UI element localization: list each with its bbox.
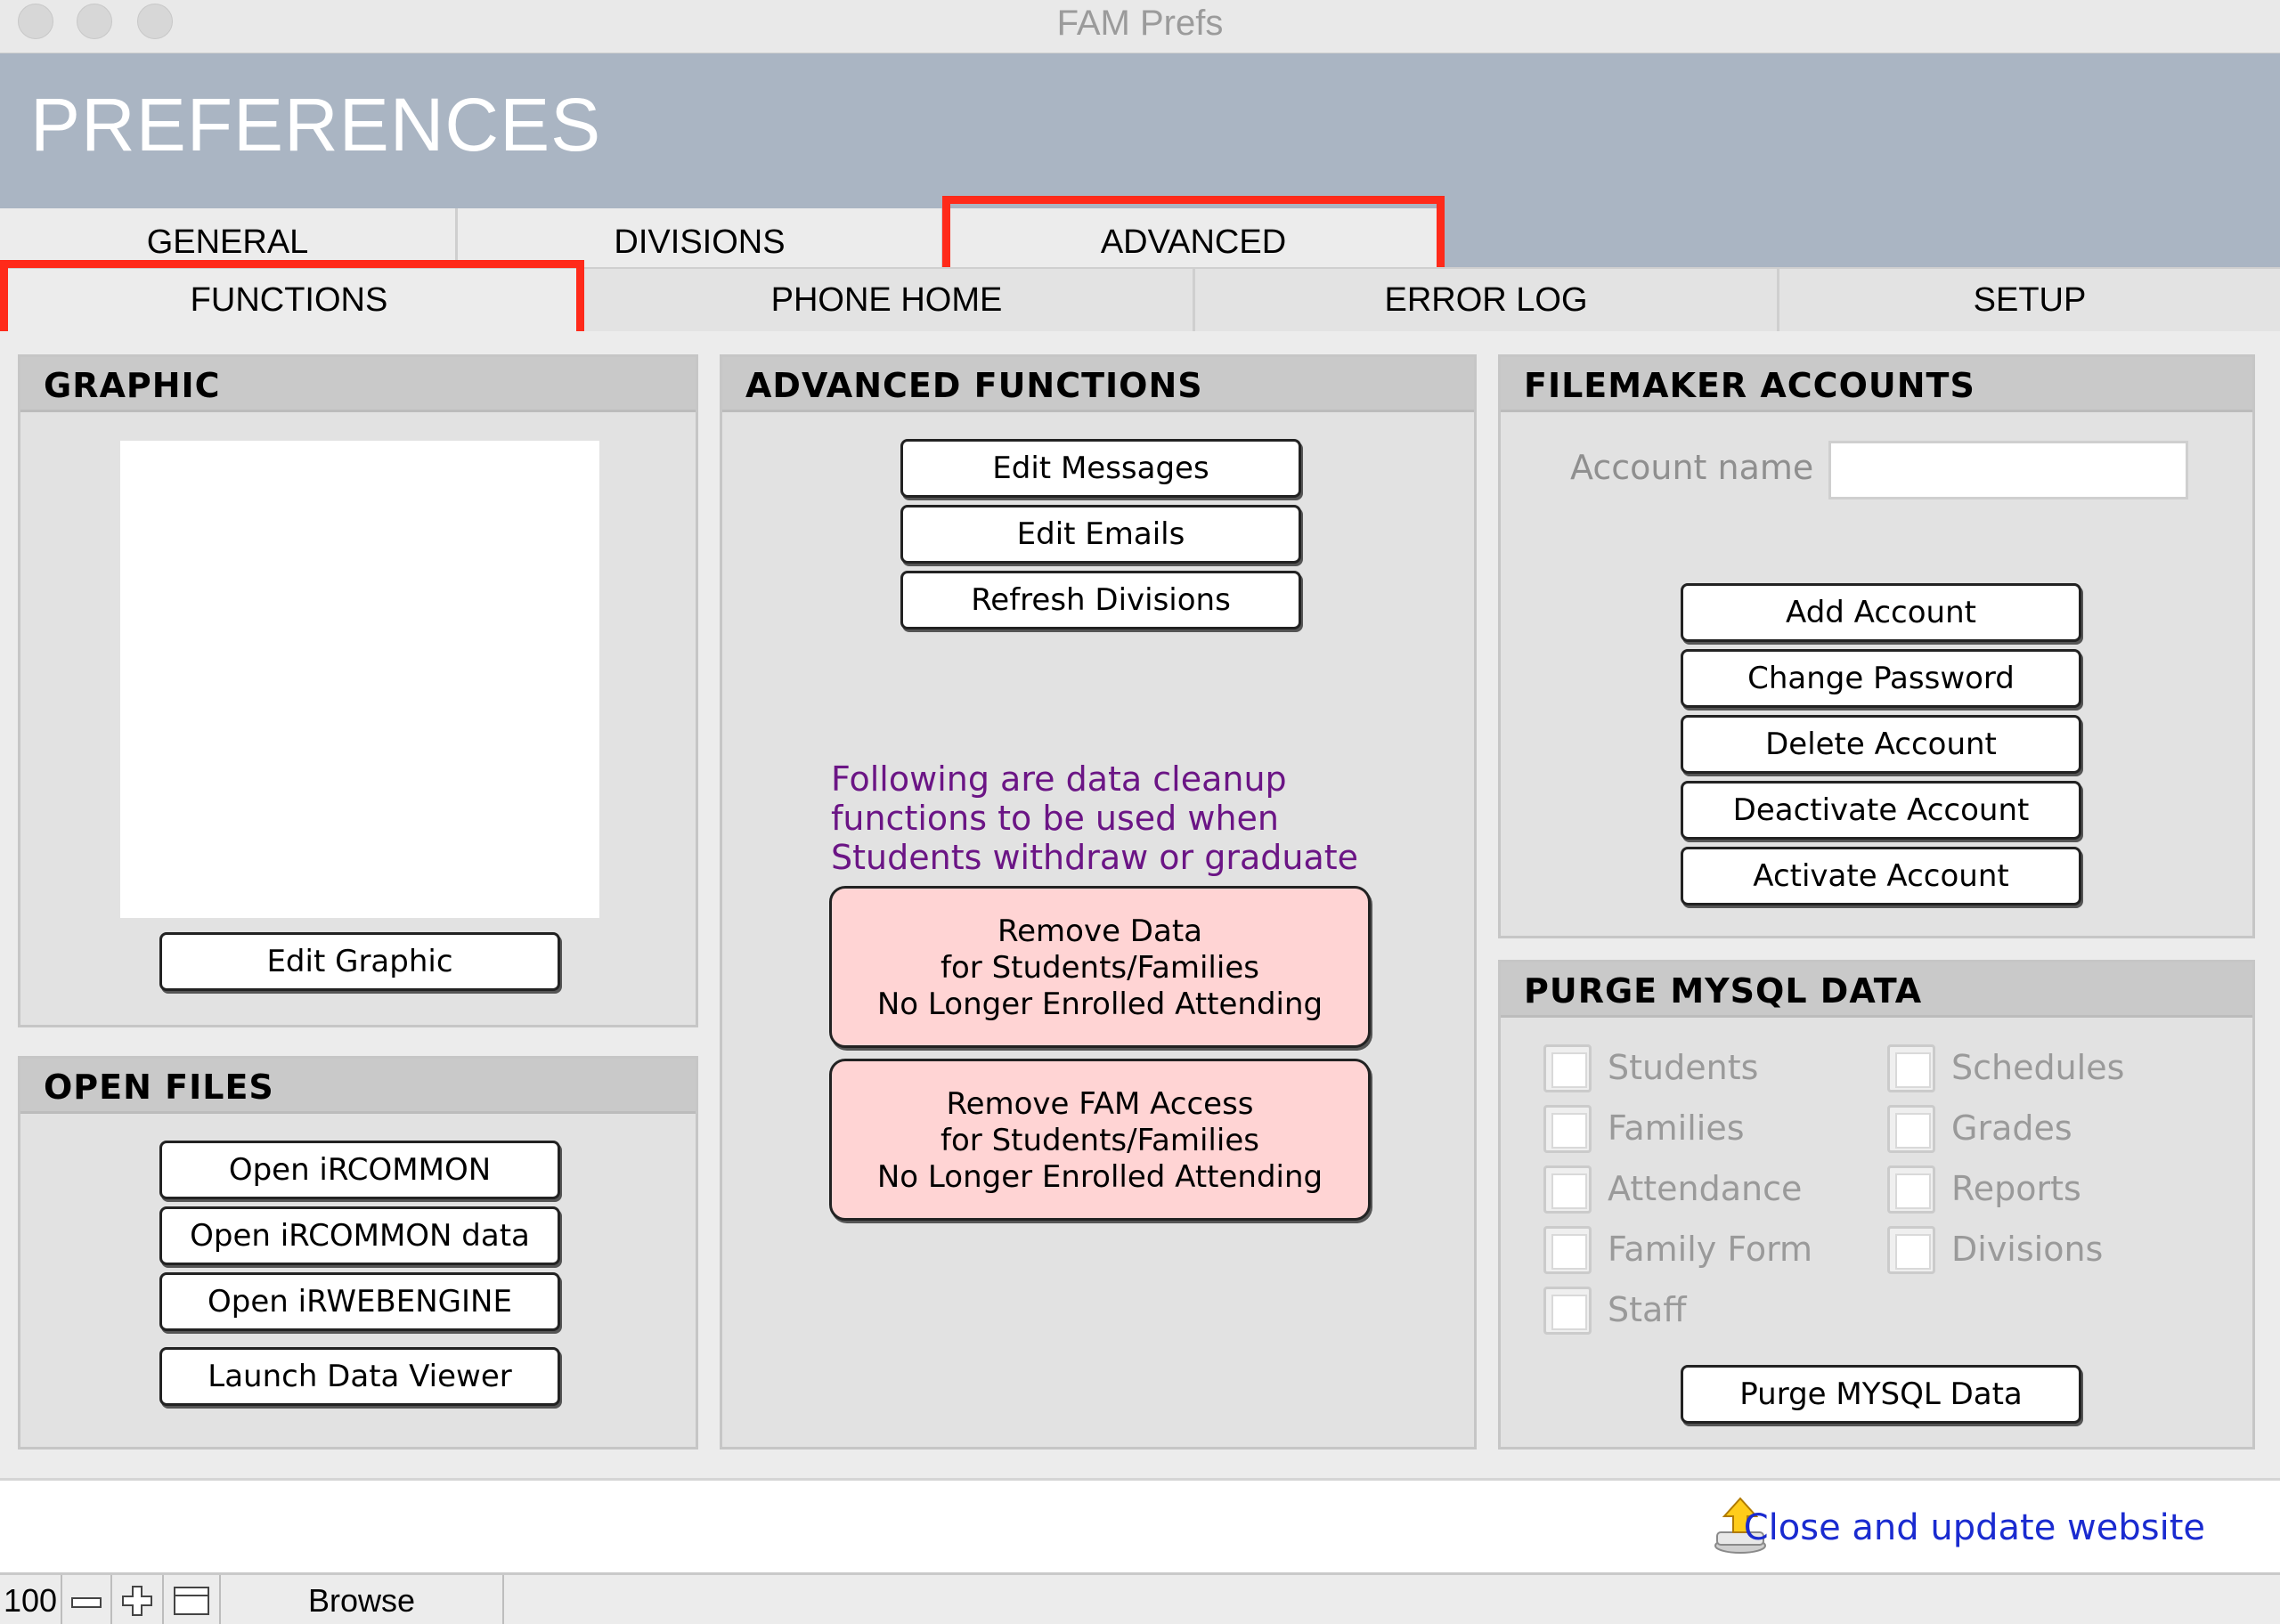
filemaker-accounts-panel: [1498, 354, 2255, 938]
students-label: Students: [1608, 1048, 1759, 1087]
divisions-checkbox[interactable]: [1887, 1226, 1935, 1274]
graphic-panel-title: GRAPHIC: [44, 366, 221, 405]
close-and-update-website-link[interactable]: Close and update website: [1743, 1507, 2205, 1548]
change-password-button[interactable]: Change Password: [1681, 649, 2081, 708]
graphic-panel: [18, 354, 698, 1027]
preferences-header: [0, 53, 2280, 208]
filemaker-accounts-panel-title: FILEMAKER ACCOUNTS: [1524, 366, 1975, 405]
zoom-in-icon[interactable]: [112, 1575, 164, 1624]
advanced-functions-panel-title: ADVANCED FUNCTIONS: [745, 366, 1203, 405]
graphic-image-placeholder: [120, 441, 599, 918]
mode-indicator[interactable]: Browse: [221, 1575, 504, 1624]
page-title: PREFERENCES: [30, 83, 602, 166]
launch-data-viewer-button[interactable]: Launch Data Viewer: [159, 1347, 560, 1406]
cleanup-note-line: Students withdraw or graduate: [831, 838, 1359, 877]
attendance-label: Attendance: [1608, 1169, 1803, 1208]
divisions-label: Divisions: [1951, 1230, 2104, 1269]
purge-mysql-panel: [1498, 960, 2255, 1449]
staff-label: Staff: [1608, 1290, 1687, 1329]
tab-setup[interactable]: SETUP: [1779, 269, 2280, 331]
tab-functions[interactable]: FUNCTIONS: [0, 269, 581, 331]
tab-error-log[interactable]: ERROR LOG: [1195, 269, 1779, 331]
remove-data-button[interactable]: [829, 886, 1371, 1048]
remove-data-line: No Longer Enrolled Attending: [876, 987, 1323, 1022]
edit-messages-button[interactable]: Edit Messages: [900, 439, 1301, 498]
graphic-panel-header: [20, 357, 696, 412]
cleanup-note-line: Following are data cleanup: [831, 759, 1287, 799]
families-checkbox[interactable]: [1543, 1105, 1592, 1153]
cleanup-note-line: functions to be used when: [831, 799, 1279, 838]
advanced-functions-panel: [720, 354, 1477, 1449]
schedules-label: Schedules: [1951, 1048, 2125, 1087]
footer-bar: [0, 1478, 2280, 1572]
main-tab-bar: [0, 208, 2280, 267]
tab-phone-home[interactable]: PHONE HOME: [581, 269, 1195, 331]
tab-divisions[interactable]: DIVISIONS: [458, 208, 944, 267]
delete-account-button[interactable]: Delete Account: [1681, 715, 2081, 774]
advanced-functions-panel-header: [722, 357, 1474, 412]
family-form-checkbox[interactable]: [1543, 1226, 1592, 1274]
open-files-panel-header: [20, 1059, 696, 1114]
toggle-toolbar-icon[interactable]: [164, 1575, 221, 1624]
families-label: Families: [1608, 1108, 1745, 1148]
open-files-panel: [18, 1056, 698, 1449]
cleanup-note: [831, 759, 1358, 877]
open-irwebengine-button[interactable]: Open iRWEBENGINE: [159, 1272, 560, 1331]
remove-access-line: Remove FAM Access: [946, 1086, 1254, 1122]
account-name-label: Account name: [1570, 448, 1814, 487]
deactivate-account-button[interactable]: Deactivate Account: [1681, 781, 2081, 840]
remove-data-line: for Students/Families: [940, 950, 1259, 986]
purge-mysql-data-button[interactable]: Purge MYSQL Data: [1681, 1365, 2081, 1424]
edit-emails-button[interactable]: Edit Emails: [900, 505, 1301, 564]
zoom-out-icon[interactable]: [62, 1575, 112, 1624]
grades-checkbox[interactable]: [1887, 1105, 1935, 1153]
remove-data-line: Remove Data: [998, 914, 1202, 949]
family-form-label: Family Form: [1608, 1230, 1813, 1269]
open-files-panel-title: OPEN FILES: [44, 1068, 274, 1107]
students-checkbox[interactable]: [1543, 1044, 1592, 1092]
add-account-button[interactable]: Add Account: [1681, 583, 2081, 642]
remove-access-line: for Students/Families: [940, 1123, 1259, 1158]
reports-label: Reports: [1951, 1169, 2081, 1208]
sub-tab-bar: [0, 267, 2280, 331]
reports-checkbox[interactable]: [1887, 1165, 1935, 1214]
open-ircommon-data-button[interactable]: Open iRCOMMON data: [159, 1206, 560, 1265]
grades-label: Grades: [1951, 1108, 2072, 1148]
schedules-checkbox[interactable]: [1887, 1044, 1935, 1092]
edit-graphic-button[interactable]: Edit Graphic: [159, 932, 560, 991]
purge-mysql-panel-header: [1501, 962, 2252, 1018]
account-name-field[interactable]: [1828, 441, 2188, 499]
window-title: FAM Prefs: [1056, 4, 1224, 43]
zoom-level[interactable]: 100: [0, 1575, 62, 1624]
tab-advanced[interactable]: ADVANCED: [944, 208, 1443, 267]
window-titlebar: [0, 0, 2280, 53]
purge-mysql-panel-title: PURGE MYSQL DATA: [1524, 971, 1923, 1011]
staff-checkbox[interactable]: [1543, 1287, 1592, 1335]
remove-access-line: No Longer Enrolled Attending: [876, 1159, 1323, 1195]
open-ircommon-button[interactable]: Open iRCOMMON: [159, 1141, 560, 1199]
activate-account-button[interactable]: Activate Account: [1681, 847, 2081, 905]
refresh-divisions-button[interactable]: Refresh Divisions: [900, 571, 1301, 629]
filemaker-accounts-panel-header: [1501, 357, 2252, 412]
status-bar: [0, 1572, 2280, 1624]
attendance-checkbox[interactable]: [1543, 1165, 1592, 1214]
tab-general[interactable]: GENERAL: [0, 208, 458, 267]
remove-fam-access-button[interactable]: [829, 1059, 1371, 1221]
